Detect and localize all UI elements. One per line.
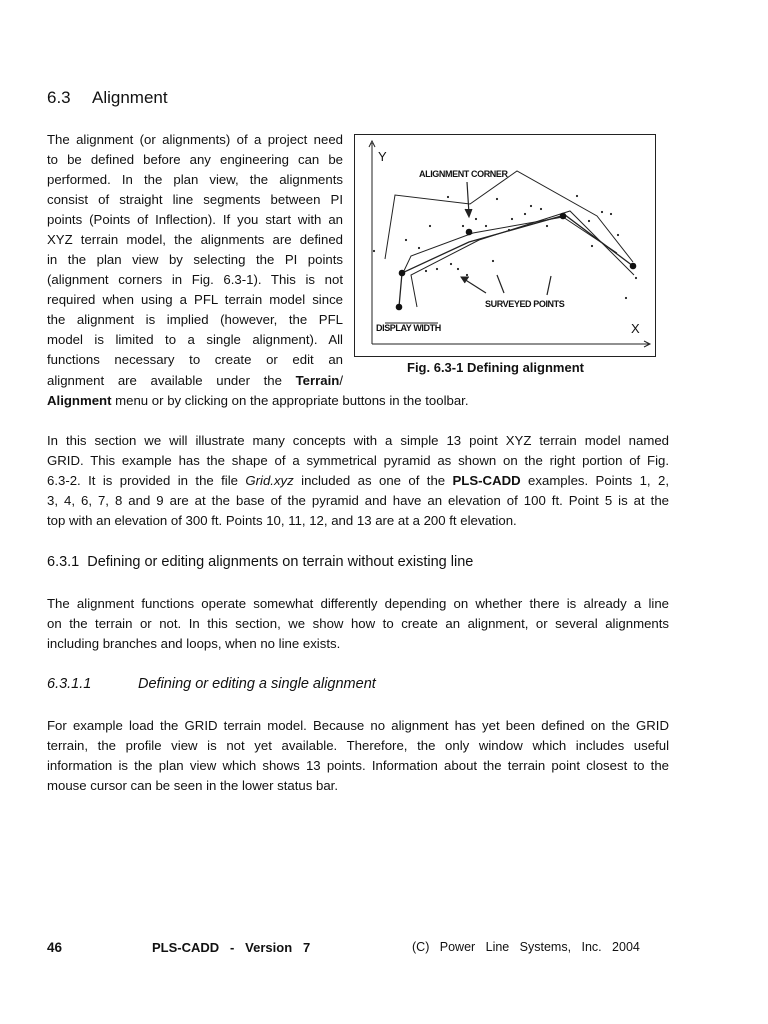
paragraph-line [47, 391, 469, 411]
subsubsection-title: Defining or editing a single alignment [138, 676, 376, 692]
subsection-heading [47, 554, 473, 570]
x-axis-label: X [631, 321, 640, 336]
section-title: Alignment [92, 88, 168, 107]
paragraph-line: The alignment functions operate somewhat differently depending on whether there is already a line [47, 596, 669, 611]
footer-product: PLS-CADD - Version 7 [152, 940, 311, 955]
paragraph-line: functions necessary to create or edit an [47, 352, 343, 367]
page-number: 46 [47, 940, 63, 955]
section-number: 6.3 [47, 88, 71, 107]
paragraph-line: GRID. This example has the shape of a symmetrical pyramid as shown on the right portion of Fig. [47, 453, 669, 468]
text-run: alignment are available under the [47, 373, 296, 388]
text-run: examples. Points 1, 2, [520, 473, 669, 488]
pi-point [399, 270, 406, 277]
paragraph-line: terrain, the profile view is not yet available. Therefore, the only window which includes useful [47, 738, 669, 753]
text-run: menu or by clicking on the appropriate buttons in the toolbar. [111, 393, 469, 408]
alignment-corner-label: ALIGNMENT CORNER [419, 169, 508, 179]
surveyed-pointer [464, 279, 486, 293]
paragraph-line: top with an elevation of 300 ft. Points 10, 11, 12, and 13 are at a 200 ft elevation. [47, 513, 517, 528]
paragraph-line: model is limited to a single alignment). All [47, 332, 343, 347]
pi-point [630, 263, 637, 270]
subsubsection-heading [47, 676, 376, 692]
subsubsection-number: 6.3.1.1 [47, 676, 92, 692]
display-width-left [385, 171, 633, 262]
paragraph-line: information is the plan view which shows 13 points. Information about the terrain point closest to the [47, 758, 669, 773]
paragraph-line [47, 371, 343, 391]
paragraph-line: on the terrain or not. In this section, we show how to create an alignment, or several alignments [47, 616, 669, 631]
surveyed-pointer [547, 276, 551, 295]
paragraph-line: consist of straight line segments between PI [47, 192, 343, 207]
paragraph-line: required when using a PFL terrain model since [47, 292, 343, 307]
paragraph-line: performed. In the plan view, the alignments [47, 172, 343, 187]
paragraph-line: XYZ terrain model, the alignments are defined [47, 232, 343, 247]
pi-point [396, 304, 403, 311]
surveyed-pointer [497, 275, 504, 293]
pi-point [466, 229, 473, 236]
corner-pointer-head [465, 209, 472, 217]
paragraph-line: In this section we will illustrate many concepts with a simple 13 point XYZ terrain model named [47, 433, 669, 448]
paragraph-line [47, 471, 669, 491]
paragraph-line: mouse cursor can be seen in the lower status bar. [47, 778, 339, 793]
menu-name-alignment: Alignment [47, 393, 112, 408]
subsection-number: 6.3.1 [47, 554, 80, 570]
menu-name-terrain: Terrain [295, 373, 340, 388]
display-width-line [411, 211, 634, 307]
alignment-line [399, 215, 633, 307]
paragraph-line: in the plan view by selecting the PI points [47, 252, 343, 267]
pi-point [560, 213, 567, 220]
paragraph-line: For example load the GRID terrain model. Because no alignment has yet been defined on the GRID [47, 718, 669, 733]
paragraph-line: (alignment corners in Fig. 6.3-1). This is not [47, 272, 343, 287]
subsection-title: Defining or editing alignments on terrain without existing line [87, 554, 474, 570]
text-run: / [339, 373, 343, 388]
figure-caption: Fig. 6.3-1 Defining alignment [407, 360, 584, 375]
footer-copyright: (C) Power Line Systems, Inc. 2004 [412, 940, 640, 954]
y-axis-label: Y [378, 149, 387, 164]
display-width-label: DISPLAY WIDTH [376, 323, 441, 333]
paragraph-line: points (Points of Inflection). If you start with an [47, 212, 343, 227]
figure-drawing [355, 135, 655, 356]
surveyed-points-label: SURVEYED POINTS [485, 299, 565, 309]
section-heading [47, 88, 168, 108]
paragraph-line: the alignment is implied (however, the PFL [47, 312, 343, 327]
text-run: 6.3-2. It is provided in the file [47, 473, 246, 488]
figure-alignment [354, 134, 656, 357]
file-name: Grid.xyz [245, 473, 294, 488]
paragraph-line: 3, 4, 6, 7, 8 and 9 are at the base of the pyramid and have an elevation of 100 ft. Point 5 is at the [47, 493, 669, 508]
paragraph-line: The alignment (or alignments) of a project need [47, 132, 343, 147]
product-name: PLS-CADD [452, 473, 521, 488]
paragraph-line: to be defined before any engineering can be [47, 152, 343, 167]
text-run: included as one of the [293, 473, 453, 488]
paragraph-line: including branches and loops, when no line exists. [47, 636, 341, 651]
